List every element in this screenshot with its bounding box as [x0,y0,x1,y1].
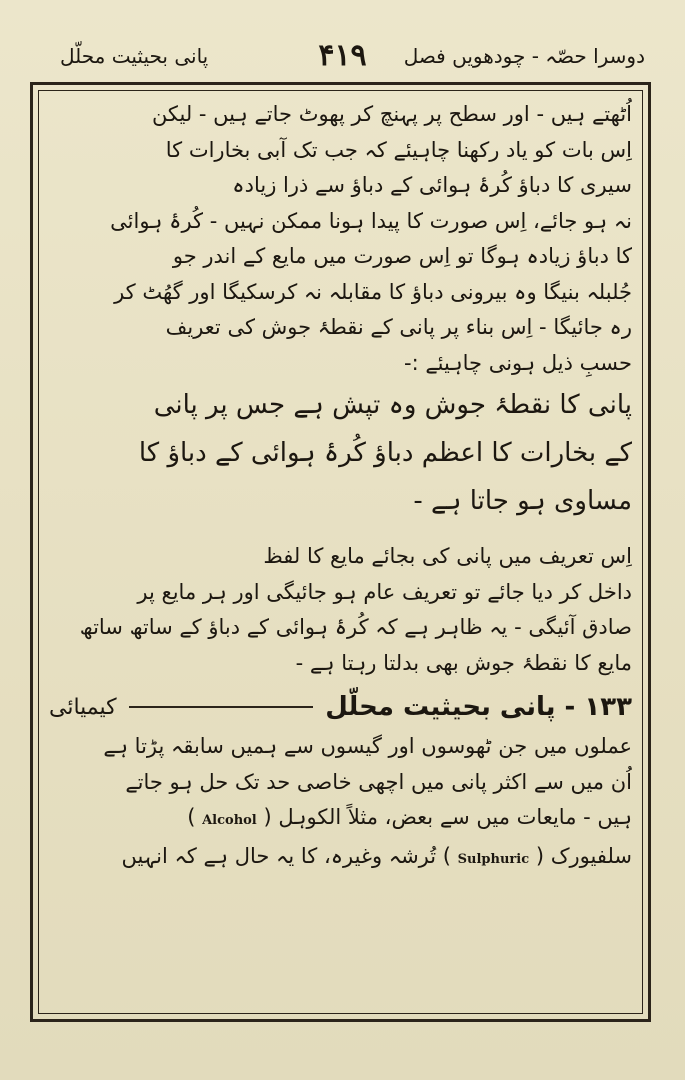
latin-term-sulphuric: Sulphuric [457,851,530,867]
text-fragment: ) [187,805,196,829]
text-line: رہ جائیگا - اِس بناء پر پانی کے نقطۂ جوش کی تعریف [165,315,632,339]
text-body [49,97,632,1007]
text-fragment: ہیں - مایعات میں سے بعض، مثلاً الکوہل ( [263,805,632,829]
paragraph-generalization [49,539,632,681]
definition-line: پانی کا نقطۂ جوش وہ تپش ہے جس پر پانی [153,390,632,420]
text-line: حسبِ ذیل ہونی چاہیئے :- [404,350,632,375]
page-number: ۴۱۹ [318,38,367,73]
text-line: اِس تعریف میں پانی کی بجائے مایع کا لفظ [263,544,632,568]
spacer [49,525,632,539]
text-line: اِس بات کو یاد رکھنا چاہیئے کہ جب تک آبی بخارات کا [165,137,632,162]
text-line: اُٹھتے ہیں - اور سطح پر پہنچ کر پھوٹ جاتے ہیں - لیکن [151,102,632,126]
text-line: سیری کا دباؤ کُرۂ ہوائی کے دباؤ سے ذرا زیادہ [232,173,632,197]
paragraph-intro [49,97,632,381]
text-line: اُن میں سے اکثر پانی میں اچھی خاصی حد تک حل ہو جاتے [125,769,632,794]
text-fragment: سلفیورک ( [535,843,632,868]
text-line: داخل کر دیا جائے تو تعریف عام ہو جائیگی اور ہر مایع پر [137,579,632,604]
text-line: مایع کا نقطۂ جوش بھی بدلتا رہتا ہے - [295,650,632,675]
section-heading [49,685,632,729]
running-head-part-chapter: دوسرا حصّہ - چودھویں فصل [403,44,645,68]
text-line [49,800,632,839]
text-line: جُلبلہ بنیگا وہ بیرونی دباؤ کا مقابلہ نہ کرسکیگا اور گھُٹ کر [114,279,632,304]
page-header [40,38,645,78]
running-head-topic: پانی بحیثیت محلّل [60,44,209,68]
definition-line: مساوی ہو جاتا ہے - [413,486,632,516]
heading-rule [129,706,314,708]
section-continuation-word: کیمیائی [49,694,117,720]
text-line: کا دباؤ زیادہ ہوگا تو اِس صورت میں مایع کے اندر جو [172,244,632,268]
definition-line: کے بخارات کا اعظم دباؤ کُرۂ ہوائی کے دباؤ کا [138,438,632,468]
paragraph-solvent [49,729,632,877]
text-line: عملوں میں جن ٹھوسوں اور گیسوں سے ہمیں سابقہ پڑتا ہے [103,734,632,758]
page-border-inner [38,90,643,1014]
section-title: ۱۳۳ - پانی بحیثیت محلّل [325,692,632,722]
text-line: نہ ہو جائے، اِس صورت کا پیدا ہونا ممکن نہیں - کُرۂ ہوائی [110,208,632,233]
text-line [49,839,632,878]
boiling-point-definition [49,381,632,525]
text-fragment: ) تُرشہ وغیرہ، کا یہ حال ہے کہ انہیں [121,843,451,868]
page-border [30,82,651,1022]
latin-term-alcohol: Alcohol [202,813,257,828]
text-line: صادق آئیگی - یہ ظاہر ہے کہ کُرۂ ہوائی کے دباؤ کے ساتھ ساتھ [79,615,632,639]
